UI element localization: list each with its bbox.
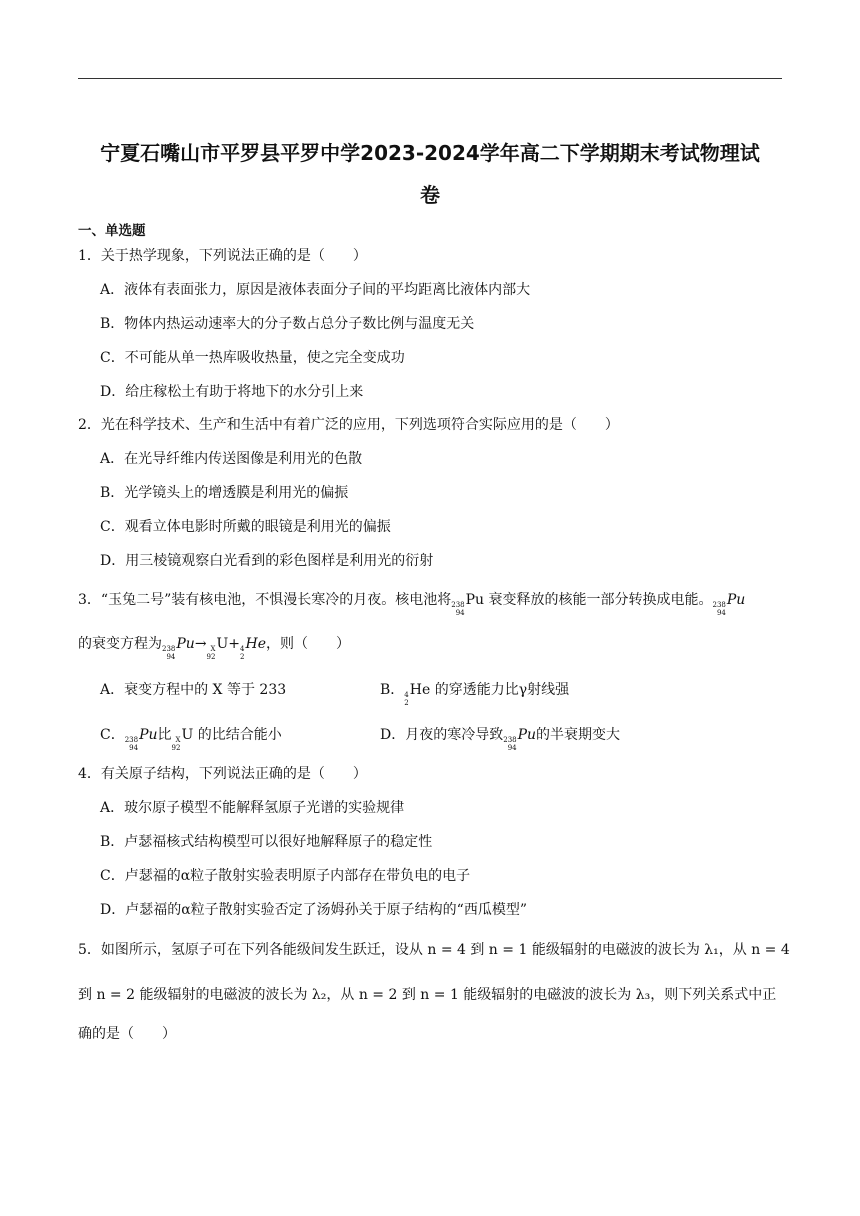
q1-option-d: D．给庄稼松土有助于将地下的水分引上来: [100, 384, 364, 400]
pu-symbol: Pu: [726, 592, 746, 608]
header-rule: [78, 78, 782, 79]
q3-text-2a: 的衰变方程为: [78, 636, 162, 652]
q2-option-d: D．用三棱镜观察白光看到的彩色图样是利用光的衍射: [100, 553, 434, 569]
nuclide-he-index: 4 2: [404, 691, 409, 707]
q2-stem: 2．光在科学技术、生产和生活中有着广泛的应用，下列选项符合实际应用的是（ ）: [78, 417, 619, 433]
q2-option-b: B．光学镜头上的增透膜是利用光的偏振: [100, 485, 349, 501]
u-symbol: U: [216, 636, 229, 652]
nuclide-he-index: 4 2: [240, 645, 245, 661]
q1-option-a: A．液体有表面张力，原因是液体表面分子间的平均距离比液体内部大: [100, 282, 531, 298]
exam-title-line2: 卷: [420, 183, 440, 207]
nuclide-u-index: X 92: [171, 736, 181, 752]
q2-option-c: C．观看立体电影时所戴的眼镜是利用光的偏振: [100, 519, 391, 535]
arrow-symbol: →: [194, 636, 207, 652]
nuclide-pu-index: 238 94: [124, 736, 139, 752]
q3-stem-line1: [78, 590, 745, 617]
q3-option-b: B． 4 2 He 的穿透能力比γ射线强: [380, 682, 570, 707]
q1-option-c: C．不可能从单一热库吸收热量，使之完全变成功: [100, 350, 405, 366]
q4-stem: 4．有关原子结构，下列说法正确的是（ ）: [78, 766, 367, 782]
nuclide-pu-index: 238 94: [503, 736, 517, 752]
q3-text-2b: ，则（ ）: [265, 636, 350, 652]
exam-title-line1: 宁夏石嘴山市平罗县平罗中学2023-2024学年高二下学期期末考试物理试: [100, 141, 760, 165]
q3-stem-line2: [78, 634, 350, 661]
q4-option-c: C．卢瑟福的α粒子散射实验表明原子内部存在带负电的电子: [100, 868, 471, 884]
nuclide-pu-index: 238 94: [451, 601, 465, 617]
q1-option-b: B．物体内热运动速率大的分子数占总分子数比例与温度无关: [100, 316, 475, 332]
q3-option-c: C． 238 94 Pu比 X 92 U 的比结合能小: [100, 727, 282, 752]
q5-stem-line2: 到 n = 2 能级辐射的电磁波的波长为 λ₂，从 n = 2 到 n = 1 能级辐射的电磁波的波长为 λ₃，则下列关系式中正: [78, 987, 777, 1003]
he-symbol: He: [245, 636, 266, 652]
pu-symbol: Pu: [176, 636, 195, 652]
q4-option-a: A．玻尔原子模型不能解释氢原子光谱的实验规律: [100, 800, 405, 816]
q3-text-1b: Pu 衰变释放的核能一部分转换成电能。: [465, 592, 713, 608]
plus-symbol: +: [228, 636, 241, 652]
nuclide-pu-index: 238 94: [162, 645, 176, 661]
nuclide-pu-index: 238 94: [712, 601, 726, 617]
nuclide-u-index: X 92: [206, 645, 216, 661]
section-heading: 一、单选题: [78, 223, 146, 239]
q2-option-a: A．在光导纤维内传送图像是利用光的色散: [100, 451, 363, 467]
q1-stem: 1．关于热学现象，下列说法正确的是（ ）: [78, 248, 367, 264]
q3-text-1a: 3．“玉兔二号”装有核电池，不惧漫长寒冷的月夜。核电池将: [78, 592, 452, 608]
q4-option-b: B．卢瑟福核式结构模型可以很好地解释原子的稳定性: [100, 834, 433, 850]
q5-stem-line1: 5．如图所示，氢原子可在下列各能级间发生跃迁，设从 n = 4 到 n = 1 能级辐射的电磁波的波长为 λ₁，从 n = 4: [78, 942, 790, 958]
q5-stem-line3: 确的是（ ）: [78, 1026, 176, 1042]
q3-option-a: A．衰变方程中的 X 等于 233: [100, 682, 287, 698]
q4-option-d: D．卢瑟福的α粒子散射实验否定了汤姆孙关于原子结构的“西瓜模型”: [100, 902, 527, 918]
q3-option-d: D．月夜的寒冷导致 238 94 Pu的半衰期变大: [380, 727, 621, 752]
